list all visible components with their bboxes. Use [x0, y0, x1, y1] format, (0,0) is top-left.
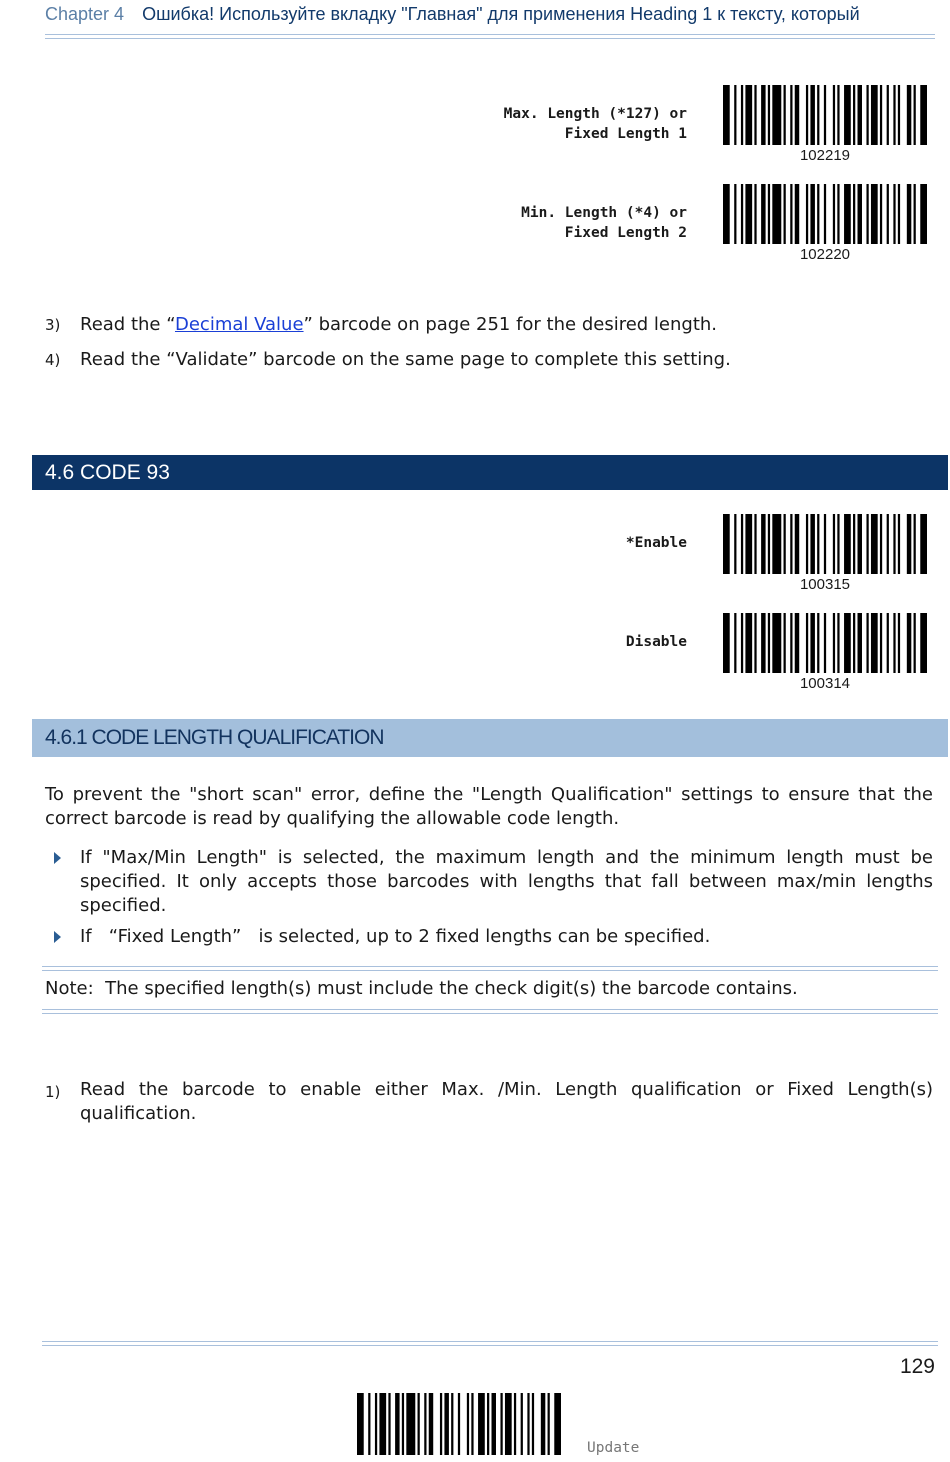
note-rule-top [42, 966, 938, 971]
note-rule-bottom [42, 1009, 938, 1014]
barcode-label-enable: *Enable [625, 535, 687, 551]
decimal-value-link[interactable]: Decimal Value [174, 314, 304, 335]
step-1: 1) Read the barcode to enable either Max. /Min. Length qualification or Fixed Length(s) qualification. [45, 1079, 933, 1124]
running-header [45, 4, 935, 28]
barcode-label-disable: Disable [625, 634, 687, 650]
barcode-max-length[interactable] [723, 85, 927, 164]
chapter-label: Chapter 4 [45, 4, 125, 24]
barcode-number: 102220 [799, 246, 851, 263]
note-text: Note: The specified length(s) must include the check digit(s) the barcode contains. [45, 978, 798, 999]
intro-paragraph: To prevent the "short scan" error, define the "Length Qualification" settings to ensure that the correct barcode is read by qualifying the allowable code length. [45, 784, 933, 829]
header-rule [45, 34, 935, 39]
barcode-bars [357, 1393, 561, 1455]
triangle-bullet-icon [54, 931, 61, 943]
bullet-item: If “Fixed Length” is selected, up to 2 fixed lengths can be specified. [45, 925, 933, 949]
subsection-heading: 4.6.1 CODE LENGTH QUALIFICATION [32, 719, 948, 757]
section-heading: 4.6 CODE 93 [32, 455, 948, 490]
barcode-update[interactable] [357, 1393, 561, 1459]
bullet-item: If "Max/Min Length" is selected, the maximum length and the minimum length must be specified. It only accepts those barcodes with lengths that fall between max/min lengths specified. [45, 846, 933, 918]
barcode-disable[interactable] [723, 613, 927, 692]
barcode-min-length[interactable] [723, 184, 927, 263]
step-3: 3) Read the “Decimal Value” barcode on page 251 for the desired length. [45, 314, 718, 335]
barcode-label-max-length: Max. Length (*127) or Fixed Length 1 [503, 106, 687, 142]
barcode-number: 100315 [799, 576, 851, 593]
barcode-bars [723, 613, 927, 673]
barcode-enable[interactable] [723, 514, 927, 593]
step-4: 4) Read the “Validate” barcode on the same page to complete this setting. [45, 349, 731, 370]
barcode-bars [723, 85, 927, 145]
update-label: Update [587, 1440, 640, 1456]
triangle-bullet-icon [54, 852, 61, 864]
barcode-label-min-length: Min. Length (*4) or Fixed Length 2 [521, 205, 687, 241]
footer-rule [42, 1341, 938, 1346]
barcode-number: 102219 [799, 147, 851, 164]
barcode-bars [723, 514, 927, 574]
barcode-number: 100314 [799, 675, 851, 692]
barcode-bars [723, 184, 927, 244]
chapter-title: Ошибка! Используйте вкладку "Главная" для применения Heading 1 к тексту, который [142, 4, 860, 24]
page-number: 129 [899, 1355, 935, 1378]
